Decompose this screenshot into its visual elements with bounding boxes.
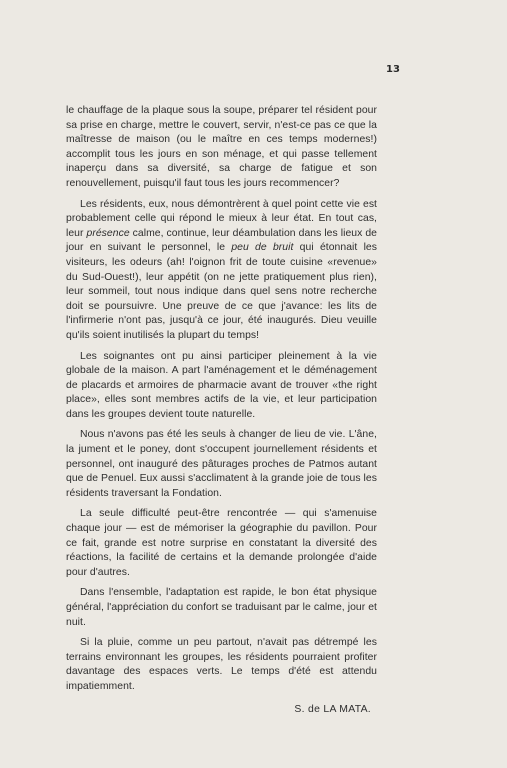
text-segment: calme, continue, leur déambulation dans les lieux de jour en suivant le personnel, le (66, 227, 377, 254)
text-segment: La seule difficulté peut-être rencontrée — qui s'amenuise chaque jour — est de mémoriser la géographie du pavillon. Pour ce fait, grande est notre surprise en constatant la diversité des réactions, la facilité de certains et la demande prolongée d'aide pour d'autres. (66, 508, 377, 578)
paragraph-p6 (66, 586, 377, 630)
author-signature: S. de LA MATA. (294, 703, 371, 715)
paragraph-p7 (66, 636, 377, 694)
text-segment: Les soignantes ont pu ainsi participer pleinement à la vie globale de la maison. A part l'aménagement et le déménagement de placards et armoires de pharmacie avant de trouver «the right place», elles sont membres actifs de la vie, et leur participation dans les groupes devient toute naturelle. (66, 350, 377, 420)
text-segment: le chauffage de la plaque sous la soupe, préparer tel résident pour sa prise en charge, mettre le couvert, servir, n'est-ce pas ce que la maîtresse de maison (ou le maître en ces temps modernes!) accomplit tous les jours en son ménage, et qui passe tellement inaperçu dans sa diversité, sa charge de fatigue et son renouvellement, puisqu'il faut tous les jours recommencer? (66, 105, 377, 189)
paragraph-list (66, 104, 377, 695)
paragraph-p2 (66, 198, 377, 344)
italic-phrase: peu de bruit (231, 242, 294, 254)
body-text (66, 104, 377, 717)
paragraph-p4 (66, 428, 377, 501)
text-segment: qui étonnait les visiteurs, les odeurs (ah! l'oignon frit de toute cuisine «revenue» du Sud-Ouest!), leur appétit (on ne jette pratiquement plus rien), leur sommeil, tout nous indique dans quel sens notre recherche doit se poursuivre. Une preuve de ce que j'avance: les lits de l'infirmerie n'ont pas, jusqu'à ce jour, été inaugurés. Dieu veuille qu'ils soient inutilisés la plupart du temps! (66, 242, 377, 341)
text-segment: Les résidents, eux, nous démontrèrent à quel point cette vie est probablement celle qui répond le mieux à leur état. En tout cas, leur (66, 198, 377, 239)
paragraph-p3 (66, 350, 377, 423)
paragraph-p5 (66, 507, 377, 580)
text-segment: Dans l'ensemble, l'adaptation est rapide, le bon état physique général, l'appréciation du confort se traduisant par le calme, jour et nuit. (66, 587, 377, 628)
paragraph-p1 (66, 104, 377, 192)
italic-phrase: présence (86, 227, 130, 239)
text-segment: Nous n'avons pas été les seuls à changer de lieu de vie. L'âne, la jument et le poney, dont s'occupent journellement résidents et personnel, ont inauguré des pâturages proches de Patmos autant que de Penuel. Eux aussi s'acclimatent à la grande joie de tous les résidents traversant la Fondation. (66, 429, 377, 499)
page-number: 13 (386, 64, 400, 75)
text-segment: Si la pluie, comme un peu partout, n'avait pas détrempé les terrains environnant les groupes, les résidents pourraient profiter davantage des espaces verts. Le temps d'été est attendu impatiemment. (66, 637, 377, 692)
